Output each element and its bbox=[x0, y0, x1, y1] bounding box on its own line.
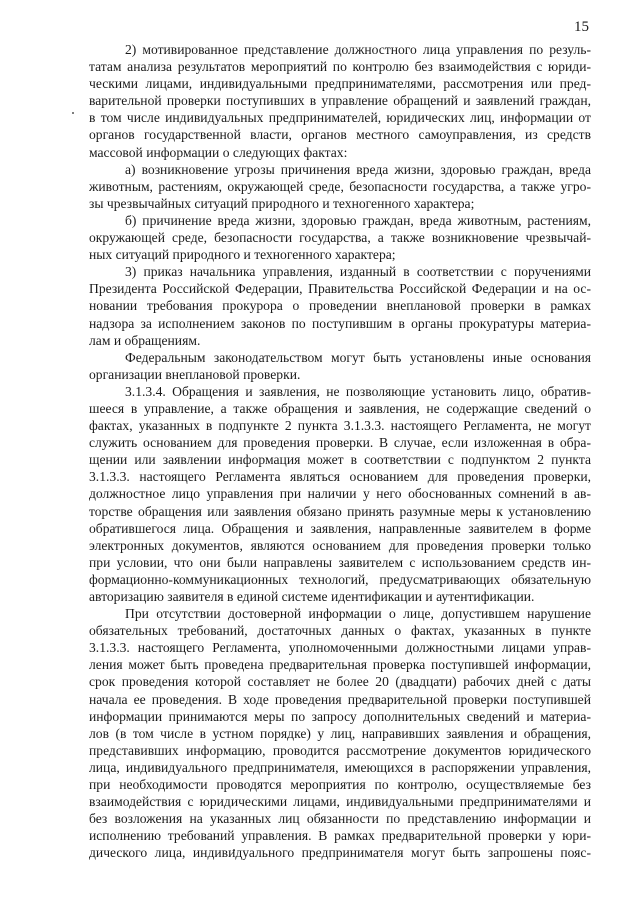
paragraph bbox=[89, 383, 591, 605]
text-line: формационно-коммуникационных технологий, предусматривающих обязательную bbox=[89, 571, 591, 587]
text-line: фактах, указанных в подпункте 2 пункта 3.1.3.3. настоящего Регламента, не могут bbox=[89, 418, 591, 434]
text-line: животным, растениям, окружающей среде, безопасности государства, а также угро- bbox=[89, 178, 591, 194]
text-line: лица, индивидуального предпринимателя, имеющихся в распоряжении управления, bbox=[89, 759, 591, 775]
text-line: организации внеплановой проверки. bbox=[89, 366, 301, 382]
text-line: зы чрезвычайных ситуаций природного и техногенного характера; bbox=[89, 195, 475, 211]
text-line: варительной проверки поступивших в управление обращений и заявлений граждан, bbox=[89, 93, 591, 109]
text-line: должностное лицо управления при наличии у него обоснованных сомнений в ав- bbox=[89, 486, 591, 502]
text-line: обратившегося лица. Обращения и заявления, направленные заявителем в форме bbox=[89, 520, 591, 536]
text-line: ческими лицами, индивидуальными предпринимателями, рассмотрения или пред- bbox=[89, 76, 591, 92]
text-line: при условии, что они были направлены заявителем с использованием средств ин- bbox=[89, 554, 591, 570]
text-line: 3.1.3.3. настоящего Регламента являться основанием для проведения проверки, bbox=[89, 469, 591, 485]
text-line: служить основанием для проведения проверки. В случае, если изложенная в обра- bbox=[89, 435, 591, 451]
text-line: при необходимости проводятся мероприятия по контролю, осуществляемые без bbox=[89, 777, 591, 793]
text-line: авторизацию заявителя в единой системе идентификации и аутентификации. bbox=[89, 589, 535, 604]
text-line: электронных документов, являются основанием для проведения проверки только bbox=[89, 537, 591, 553]
text-line: начала ее проведения. В ходе проведения предварительной проверки поступившей bbox=[89, 691, 591, 707]
text-line: б) причинение вреда жизни, здоровью граждан, вреда животным, растениям, bbox=[125, 212, 591, 228]
text-line: ных ситуаций природного и техногенного характера; bbox=[89, 247, 396, 263]
text-line: а) возникновение угрозы причинения вреда жизни, здоровью граждан, вреда bbox=[125, 161, 591, 177]
text-line: 3.1.3.3. настоящего Регламента, уполномоченными должностными лицами управ- bbox=[89, 640, 591, 656]
page-number: 15 bbox=[574, 19, 589, 35]
text-line: окружающей среде, безопасности государства, а также возникновение чрезвычай- bbox=[89, 230, 591, 246]
text-line: торстве обращения или заявления обязано принять разумные меры к установлению bbox=[89, 503, 591, 519]
text-line: в том числе индивидуальных предпринимателей, юридических лиц, информации от bbox=[89, 110, 591, 126]
text-line: шееся в управление, а также обращения и заявления, не содержащие сведений о bbox=[89, 400, 591, 416]
paragraph bbox=[89, 263, 591, 348]
text-line: массовой информации о следующих фактах: bbox=[89, 144, 348, 160]
paragraph bbox=[89, 212, 591, 263]
text-line: лов (в том числе в устном порядке) у лиц, направивших заявления и обращения, bbox=[89, 725, 591, 741]
text-line: новании требования прокурора о проведении внеплановой проверки в рамках bbox=[89, 298, 591, 314]
text-line: Президента Российской Федерации, Правительства Российской Федерации и на ос- bbox=[89, 281, 591, 297]
paragraph bbox=[89, 161, 591, 212]
text-line: Федеральным законодательством могут быть установлены иные основания bbox=[125, 349, 591, 365]
paragraph bbox=[89, 41, 591, 161]
text-line: надзора за исполнением законов по поступившим в органы прокуратуры материа- bbox=[89, 315, 591, 331]
text-line: взаимодействия с юридическими лицами, индивидуальными предпринимателями и bbox=[89, 794, 591, 810]
text-line: без возложения на указанных лиц обязанности по представлению информации и bbox=[89, 811, 591, 827]
text-line: При отсутствии достоверной информации о лице, допустившем нарушение bbox=[125, 606, 591, 622]
text-line: 3.1.3.4. Обращения и заявления, не позволяющие установить лицо, обратив- bbox=[125, 383, 591, 399]
text-line: 2) мотивированное представление должностного лица управления по резуль- bbox=[125, 42, 591, 57]
text-line: 3) приказ начальника управления, изданный в соответствии с поручениями bbox=[125, 264, 591, 280]
text-line: дического лица, индивидуального предпринимателя могут быть запрошены пояс- bbox=[89, 845, 591, 861]
scan-speck bbox=[72, 112, 74, 114]
text-line: щении или заявлении информация может в соответствии с подпунктом 2 пункта bbox=[89, 452, 591, 468]
text-line: ления может быть проведена предварительная проверка поступившей информации, bbox=[89, 657, 591, 673]
document-body bbox=[89, 41, 591, 862]
paragraph bbox=[89, 349, 591, 383]
text-line: органов государственной власти, органов местного самоуправления, из средств bbox=[89, 127, 591, 143]
text-line: лам и обращениям. bbox=[89, 332, 201, 348]
text-line: представивших информацию, проводится рассмотрение документов юридического bbox=[89, 742, 591, 758]
paragraph bbox=[89, 605, 591, 861]
text-line: обязательных требований, достаточных данных о фактах, указанных в пункте bbox=[89, 623, 591, 639]
text-line: срок проведения которой составляет не более 20 (двадцати) рабочих дней с даты bbox=[89, 674, 591, 690]
text-line: татам анализа результатов мероприятий по контролю без взаимодействия с юриди- bbox=[89, 59, 591, 75]
text-line: исполнению требований управления. В рамках предварительной проверки у юри- bbox=[89, 828, 591, 844]
text-line: информации принимаются меры по запросу дополнительных сведений и материа- bbox=[89, 708, 591, 724]
